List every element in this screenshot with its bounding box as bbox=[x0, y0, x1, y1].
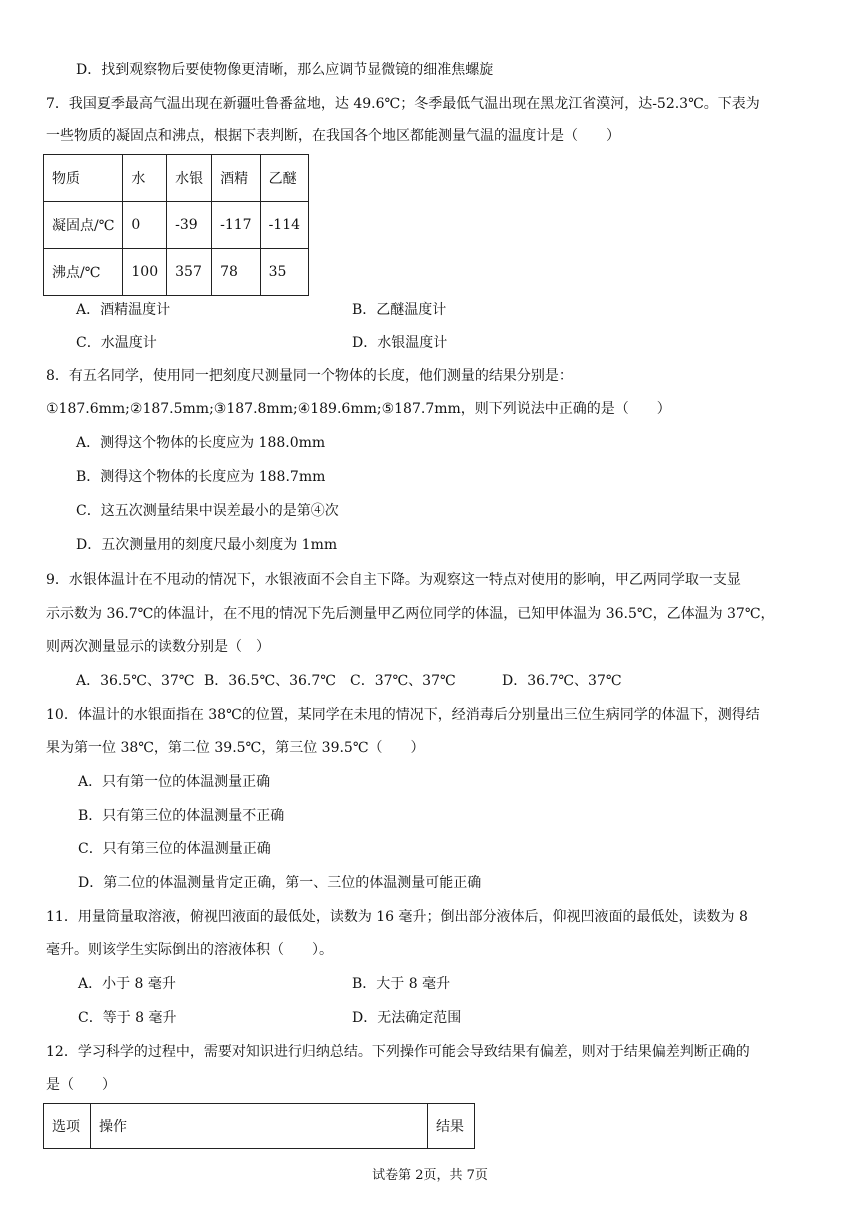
table-cell: -39 bbox=[167, 202, 212, 249]
q9-stem-line2: 示示数为 36.7℃的体温计，在不甩的情况下先后测量甲乙两位同学的体温，已知甲体温为 36.5℃，乙体温为 37℃， bbox=[46, 606, 775, 622]
q9-stem-line1: 9．水银体温计在不甩动的情况下，水银液面不会自主下降。为观察这一特点对使用的影响，甲乙两同学取一支显 bbox=[46, 572, 741, 588]
table-cell: 操作 bbox=[91, 1104, 428, 1149]
table-cell: 沸点/℃ bbox=[44, 249, 123, 296]
q12-stem-line1: 12．学习科学的过程中，需要对知识进行归纳总结。下列操作可能会导致结果有偏差，则对于结果偏差判断正确的 bbox=[46, 1044, 750, 1060]
q10-option-c: C．只有第三位的体温测量正确 bbox=[78, 841, 271, 857]
page-footer: 试卷第 2页，共 7页 bbox=[372, 1168, 488, 1183]
table-cell: 凝固点/℃ bbox=[44, 202, 123, 249]
q8-option-b: B．测得这个物体的长度应为 188.7mm bbox=[76, 469, 326, 485]
table-cell: 0 bbox=[123, 202, 167, 249]
q10-option-b: B．只有第三位的体温测量不正确 bbox=[78, 808, 285, 824]
q7-option-c: C．水温度计 bbox=[76, 335, 157, 351]
table-cell: 100 bbox=[123, 249, 167, 296]
q10-stem-line2: 果为第一位 38℃，第二位 39.5℃，第三位 39.5℃（ ） bbox=[46, 740, 425, 756]
table-cell: -114 bbox=[260, 202, 308, 249]
q8-option-a: A．测得这个物体的长度应为 188.0mm bbox=[76, 435, 326, 451]
q7-stem-line1: 7．我国夏季最高气温出现在新疆吐鲁番盆地，达 49.6℃；冬季最低气温出现在黑龙江省漠河，达-52.3℃。下表为 bbox=[46, 96, 760, 112]
q9-stem-line3: 则两次测量显示的读数分别是（ ） bbox=[46, 639, 270, 655]
q9-option-b: B．36.5℃、36.7℃ bbox=[204, 673, 336, 689]
table-cell: 结果 bbox=[428, 1104, 475, 1149]
table-cell: 357 bbox=[167, 249, 212, 296]
q11-stem-line1: 11．用量筒量取溶液，俯视凹液面的最低处，读数为 16 毫升；倒出部分液体后，仰视凹液面的最低处，读数为 8 bbox=[46, 909, 748, 925]
q12-stem-line2: 是（ ） bbox=[46, 1077, 116, 1093]
q7-option-b: B．乙醚温度计 bbox=[352, 302, 447, 318]
q7-stem-line2: 一些物质的凝固点和沸点，根据下表判断，在我国各个地区都能测量气温的温度计是（ ） bbox=[46, 128, 620, 144]
q11-option-d: D．无法确定范围 bbox=[352, 1010, 462, 1026]
q10-stem-line1: 10．体温计的水银面指在 38℃的位置，某同学在未甩的情况下，经消毒后分别量出三位生病同学的体温下，测得结 bbox=[46, 707, 760, 723]
q10-option-d: D．第二位的体温测量肯定正确，第一、三位的体温测量可能正确 bbox=[78, 875, 482, 891]
q11-option-a: A．小于 8 毫升 bbox=[78, 976, 176, 992]
q11-option-c: C．等于 8 毫升 bbox=[78, 1010, 177, 1026]
q9-option-c: C．37℃、37℃ bbox=[350, 673, 456, 689]
table-cell: 乙醚 bbox=[260, 155, 308, 202]
table-cell: 水 bbox=[123, 155, 167, 202]
q11-stem-line2: 毫升。则该学生实际倒出的溶液体积（ ）。 bbox=[46, 942, 333, 958]
table-cell: 78 bbox=[212, 249, 260, 296]
q11-option-b: B．大于 8 毫升 bbox=[352, 976, 451, 992]
q8-stem-line1: 8．有五名同学，使用同一把刻度尺测量同一个物体的长度，他们测量的结果分别是： bbox=[46, 368, 573, 384]
q7-option-a: A．酒精温度计 bbox=[76, 302, 171, 318]
table-cell: 水银 bbox=[167, 155, 212, 202]
q8-stem-line2: ①187.6mm;②187.5mm;③187.8mm;④189.6mm;⑤187.7mm，则下列说法中正确的是（ ） bbox=[46, 401, 671, 417]
q8-option-c: C．这五次测量结果中误差最小的是第④次 bbox=[76, 503, 339, 519]
table-cell: 35 bbox=[260, 249, 308, 296]
q12-table bbox=[43, 1103, 475, 1149]
q9-option-a: A．36.5℃、37℃ bbox=[76, 673, 195, 689]
table-cell: 物质 bbox=[44, 155, 123, 202]
table-cell: -117 bbox=[212, 202, 260, 249]
q10-option-a: A．只有第一位的体温测量正确 bbox=[78, 774, 271, 790]
q7-option-d: D．水银温度计 bbox=[352, 335, 448, 351]
table-cell: 选项 bbox=[44, 1104, 91, 1149]
q9-option-d: D．36.7℃、37℃ bbox=[502, 673, 622, 689]
table-cell: 酒精 bbox=[212, 155, 260, 202]
q6-option-d: D．找到观察物后要使物像更清晰，那么应调节显微镜的细准焦螺旋 bbox=[76, 62, 494, 78]
q8-option-d: D．五次测量用的刻度尺最小刻度为 1mm bbox=[76, 537, 338, 553]
q7-table bbox=[43, 154, 309, 296]
